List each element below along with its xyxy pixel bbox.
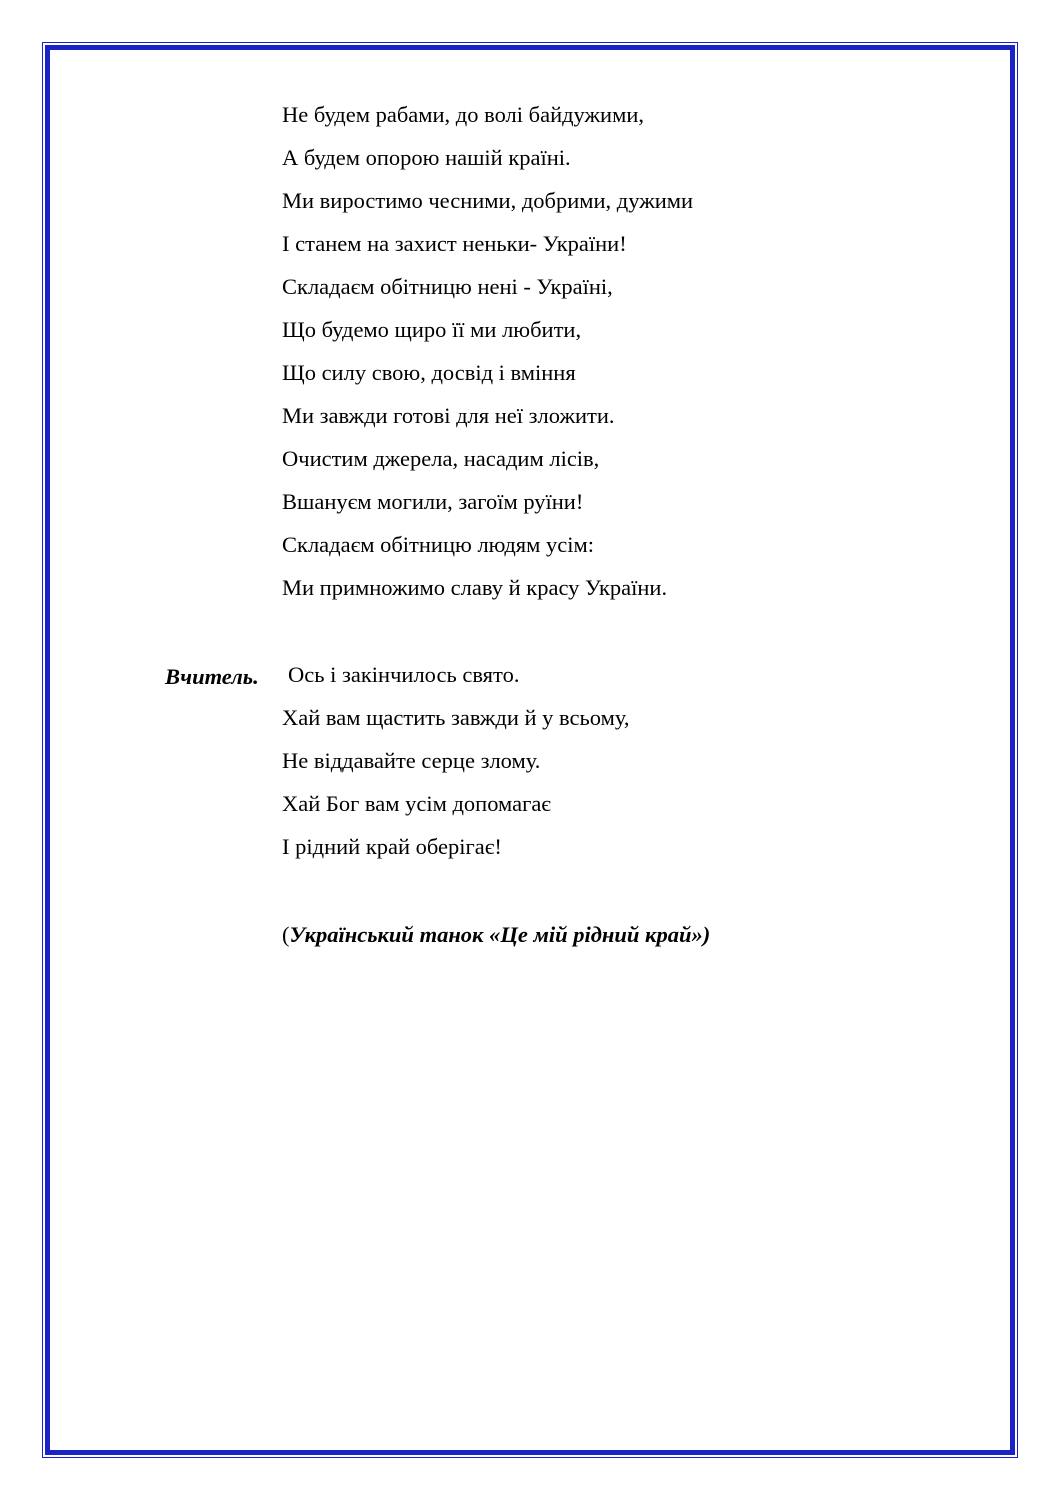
dance-title: Український танок «Це мій рідний край»): [289, 922, 711, 947]
poem-line: А будем опорою нашій країні.: [282, 145, 571, 170]
open-paren: (: [282, 922, 290, 947]
teacher-line: Хай Бог вам усім допомагає: [282, 791, 551, 816]
poem-line: Не будем рабами, до волі байдужими,: [282, 102, 644, 127]
poem-line: І станем на захист неньки- України!: [282, 231, 627, 256]
teacher-line: Не віддавайте серце злому.: [282, 748, 541, 773]
poem-line: Складаєм обітницю людям усім:: [282, 532, 594, 557]
teacher-line: І рідний край оберігає!: [282, 834, 502, 859]
poem-line: Очистим джерела, насадим лісів,: [282, 446, 600, 471]
stage-direction: [282, 922, 710, 948]
poem-line: Ми виростимо чесними, добрими, дужими: [282, 188, 694, 213]
speaker-label: Вчитель.: [165, 664, 259, 689]
teacher-line: Ось і закінчилось свято.: [288, 662, 520, 687]
poem-line: Що силу свою, досвід і вміння: [282, 360, 576, 385]
teacher-line: Хай вам щастить завжди й у всьому,: [282, 705, 630, 730]
poem-line: Що будемо щиро її ми любити,: [282, 317, 582, 342]
poem-line: Складаєм обітницю нені - Україні,: [282, 274, 613, 299]
poem-line: Ми примножимо славу й красу України.: [282, 575, 668, 600]
poem-line: Вшануєм могили, загоїм руїни!: [282, 489, 584, 514]
poem-line: Ми завжди готові для неї зложити.: [282, 403, 615, 428]
